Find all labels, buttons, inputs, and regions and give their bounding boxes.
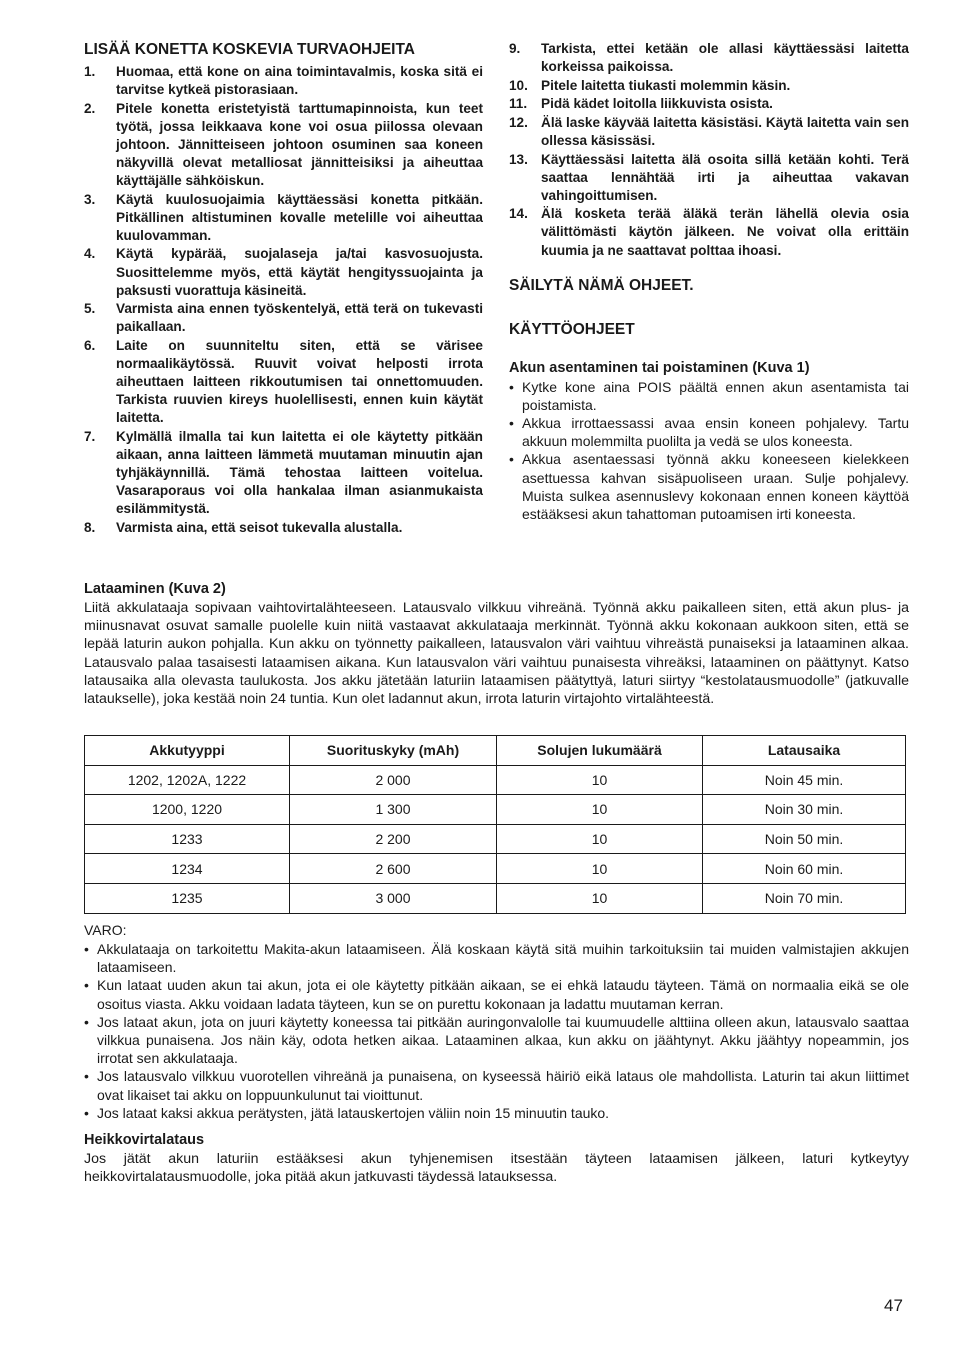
table-cell: Noin 45 min.	[703, 765, 906, 795]
list-item: 11. Pidä kädet loitolla liikkuvista osista.	[509, 96, 773, 112]
table-cell: 1235	[85, 883, 290, 913]
table-cell: 2 000	[290, 765, 497, 795]
install-heading: Akun asentaminen tai poistaminen (Kuva 1)	[509, 359, 810, 376]
list-item: 12. Älä laske käyvää laitetta käsistäsi. Käytä laitetta vain sen ollessa käsissäsi.	[509, 114, 909, 148]
column-header: Suorituskyky (mAh)	[290, 736, 497, 766]
caution-list	[84, 940, 909, 1122]
column-header: Solujen lukumäärä	[497, 736, 703, 766]
list-item: 4. Käytä kypärää, suojalaseja ja/tai kasvosuojusta. Suosittelemme myös, että käytät hengityssuojainta ja paksusti vuorattuja käsineitä.	[84, 246, 483, 298]
table-row	[85, 765, 906, 795]
table-cell: Noin 70 min.	[703, 883, 906, 913]
list-item: • Jos lataat kaksi akkua perätysten, jätä latauskertojen väliin noin 15 minuutin tauko.	[84, 1104, 909, 1122]
list-item: • Kytke kone aina POIS päältä ennen akun asentamista tai poistamista.	[509, 378, 909, 414]
trickle-heading: Heikkovirtalataus	[84, 1132, 205, 1148]
trickle-charge-section	[84, 1131, 909, 1186]
trickle-paragraph: Jos jätät akun laturiin estääksesi akun tyhjenemisen itsestään täyteen lataamisen jälkeen, laturi kytkeytyy heikkovirtalatausmuodolle, joka pitää akun jatkuvasti täydessä latauksessa.	[84, 1151, 909, 1186]
battery-table	[84, 735, 906, 914]
table-cell: 1234	[85, 854, 290, 884]
caution-section	[84, 921, 909, 1122]
table-cell: Noin 50 min.	[703, 824, 906, 854]
left-column	[84, 40, 483, 537]
table-cell: 10	[497, 854, 703, 884]
table-cell: 10	[497, 824, 703, 854]
list-item: 7. Kylmällä ilmalla tai kun laitetta ei ole käytetty pitkään aikaan, anna laitteen lämmetä muutaman minuutin ajan tyhjäkäynnillä. Tämä tehostaa laitteen voitelua. Vasaraporaus voi olla hankalaa ilman asianmukaista esilämmitystä.	[84, 428, 483, 517]
list-item: • Akkulataaja on tarkoitettu Makita-akun lataamiseen. Älä koskaan käytä sitä muihin tarkoituksiin tai muiden valmistajien akkujen lataamiseen.	[84, 940, 909, 976]
table-header-row	[85, 736, 906, 766]
list-item: 9. Tarkista, ettei ketään ole allasi käyttäessäsi laitetta korkeissa paikoissa.	[509, 41, 909, 75]
list-item: 10. Pitele laitetta tiukasti molemmin käsin.	[509, 77, 791, 93]
list-item: • Kun lataat uuden akun tai akun, jota ei ole käytetty pitkään aikaan, se ei ehkä lataudu täyteen. Tämä on normaalia eikä se ole osoitus viasta. Akku voidaan ladata täyteen, kun se on purettu kokonaan ja ladattu muutaman kerran.	[84, 976, 909, 1012]
table-cell: 3 000	[290, 883, 497, 913]
page-number: 47	[884, 1296, 903, 1315]
table-row	[85, 824, 906, 854]
list-item: • Akkua asentaessasi työnnä akku koneeseen kielekkeen asettuessa kahvan sisäpuoliseen uraan. Sulje pohjalevy. Muista sulkea asennuslevy kokonaan ennen koneen käyttöä estääksesi akun tahattoman putoamisen irti koneesta.	[509, 450, 909, 523]
caution-label: VARO:	[84, 922, 127, 938]
list-item: 13. Käyttäessäsi laitetta älä osoita sillä ketään kohti. Terä saattaa lennähtää irti ja aiheuttaa vakavan vahingoittumisen.	[509, 151, 909, 203]
table-cell: 10	[497, 883, 703, 913]
column-header: Latausaika	[703, 736, 906, 766]
table-cell: 2 200	[290, 824, 497, 854]
usage-heading: KÄYTTÖOHJEET	[509, 320, 635, 338]
table-row	[85, 795, 906, 825]
list-item: 2. Pitele konetta eristetyistä tarttumapinnoista, kun teet työtä, jossa leikkaava kone voi osua piilossa olevaan johtoon. Jännitteiseen johtoon osuminen saa koneen näkyvillä olevat metalliosat jännitteisiksi ja aiheuttaa käyttäjälle sähköiskun.	[84, 100, 483, 189]
list-item: • Jos latausvalo vilkkuu vuorotellen vihreänä ja punaisena, on kyseessä häiriö eikä lataus ole mahdollista. Laturin tai akun liittimet ovat likaiset tai akku on loppuunkulunut tai vioittunut.	[84, 1067, 909, 1103]
list-item: • Akkua irrottaessassi avaa ensin koneen pohjalevy. Tartu akkuun molemmilta puolilta ja vedä se ulos koneesta.	[509, 414, 909, 450]
charging-paragraph: Liitä akkulataaja sopivaan vaihtovirtalähteeseen. Latausvalo vilkkuu vihreänä. Työnnä akku paikalleen siten, että akun plus- ja miinusnavat osuvat samalle puolelle kuin niitä vastaavat akkulataaja merkinnät. Työnnä akku kokonaan aukkoon siten, että se lepää laturin aukon pohjalla. Kun akku on työnnetty paikalleen, latausvalon väri vaihtuu vihreästä punaiseksi ja lataaminen alkaa. Latausvalo palaa tasaisesti lataamisen aikana. Kun latausvalon väri vaihtuu punaisesta vihreäksi, lataaminen on päättynyt. Katso latausaika alla olevasta taulukosta. Jos akku jätetään laturiin lataamisen päätyttyä, laturi siirtyy “kestolatausmuodolle” (jatkuvalle lataukselle), joka kestää noin 24 tuntia. Kun olet ladannut akun, irrota laturin virtajohto virtalähteestä.	[84, 600, 909, 708]
charging-heading: Lataaminen (Kuva 2)	[84, 581, 226, 597]
table-cell: 1200, 1220	[85, 795, 290, 825]
list-item: 3. Käytä kuulosuojaimia käyttäessäsi konetta pitkään. Pitkällinen altistuminen kovalle metelille voi aiheuttaa kuulovamman.	[84, 191, 483, 243]
charging-section	[84, 580, 909, 708]
list-item: 6. Laite on suunniteltu siten, että se värisee normaalikäytössä. Ruuvit voivat helposti irrota aiheuttaen laitteen rikkoutumisen tai onnettomuuden. Tarkista ruuvien kireys huolellisesti, ennen kuin käytät laitetta.	[84, 337, 483, 426]
right-column	[509, 40, 909, 523]
safety-list-left	[84, 63, 483, 537]
table-row	[85, 854, 906, 884]
table-cell: 2 600	[290, 854, 497, 884]
list-item: 5. Varmista aina ennen työskentelyä, että terä on tukevasti paikallaan.	[84, 301, 483, 335]
column-header: Akkutyyppi	[85, 736, 290, 766]
table-cell: 1233	[85, 824, 290, 854]
table-cell: 1202, 1202A, 1222	[85, 765, 290, 795]
list-item: • Jos lataat akun, jota on juuri käytetty koneessa tai pitkään auringonvalolle tai kuumuudelle alttiina olleen akun, latausvalo saattaa vilkkua punaisena. Jos näin käy, odota hetken aikaa. Lataaminen alkaa, kun akku on jäähtynyt. Akku jäähtyy nopeammin, jos irrotat sen akkulataaja.	[84, 1013, 909, 1068]
safety-title: LISÄÄ KONETTA KOSKEVIA TURVAOHJEITA	[84, 41, 415, 58]
safety-list-right	[509, 40, 909, 260]
table-cell: 10	[497, 795, 703, 825]
list-item: 1. Huomaa, että kone on aina toimintavalmis, koska sitä ei tarvitse kytkeä pistorasiaan.	[84, 64, 483, 98]
table-cell: 1 300	[290, 795, 497, 825]
list-item: 8. Varmista aina, että seisot tukevalla alustalla.	[84, 519, 403, 535]
table-row	[85, 883, 906, 913]
table-cell: Noin 30 min.	[703, 795, 906, 825]
table-cell: Noin 60 min.	[703, 854, 906, 884]
install-list	[509, 378, 909, 524]
table-cell: 10	[497, 765, 703, 795]
list-item: 14. Älä kosketa terää äläkä terän lähellä olevia osia välittömästi käytön jälkeen. Ne voivat olla erittäin kuumia ja ne saattavat polttaa ihoasi.	[509, 206, 909, 258]
save-instructions-heading: SÄILYTÄ NÄMÄ OHJEET.	[509, 276, 694, 294]
